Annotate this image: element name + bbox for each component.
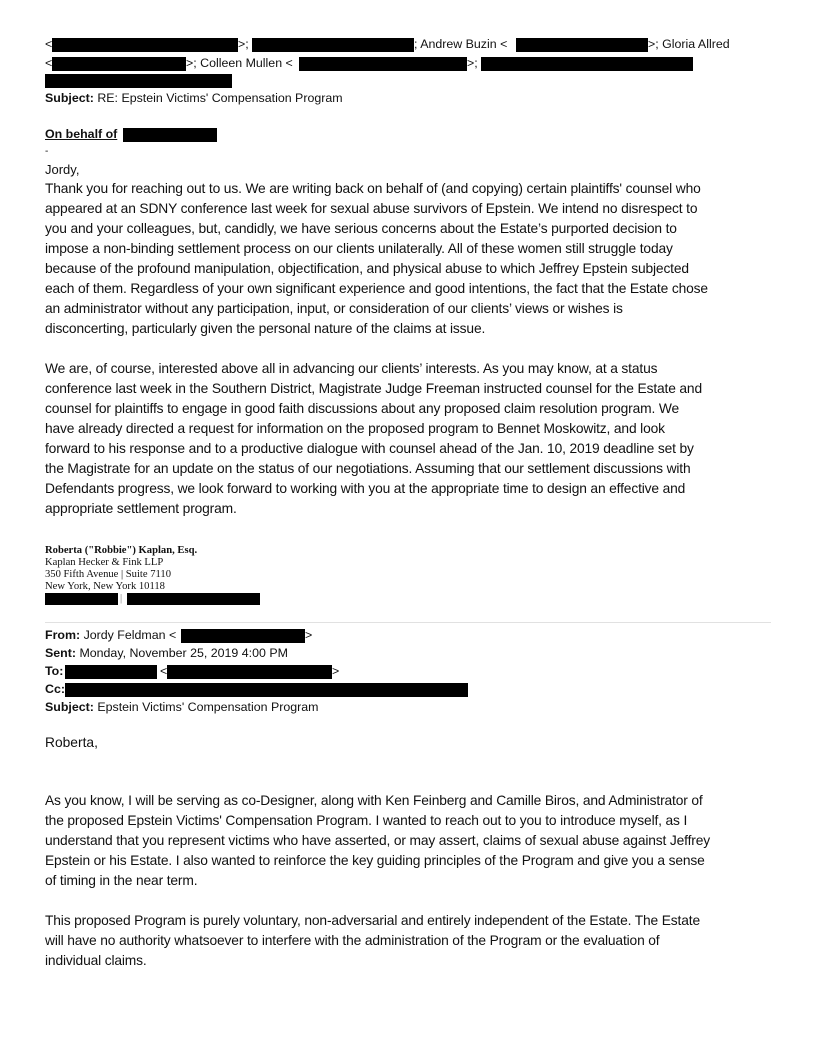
text-line: have already directed a request for information on the proposed program to Bennet Moskowitz, and look: [45, 421, 665, 436]
from-label: From:: [45, 628, 81, 642]
text-line: Thank you for reaching out to us. We are writing back on behalf of (and copying) certain plaintiffs' counsel who: [45, 181, 701, 196]
sent-label: Sent:: [45, 646, 76, 660]
recipient-colleen-mullen: >; Colleen Mullen <: [186, 56, 293, 70]
text-line: This proposed Program is purely voluntary, non-adversarial and entirely independent of the Estate. The Estate: [45, 913, 700, 928]
reply-greeting: Jordy,: [45, 162, 80, 177]
message-divider: [45, 622, 771, 623]
signature-separator: |: [120, 593, 123, 604]
text-line: conference last week in the Southern District, Magistrate Judge Freeman instructed counsel for the Estate and: [45, 381, 702, 396]
text-line: Epstein or his Estate. I also wanted to reinforce the key guiding principles of the Program and give you a sense: [45, 853, 705, 868]
angle-open: <: [45, 37, 53, 51]
text-line: because of the profound manipulation, objectification, and physical abuse to which Jeffrey Epstein subjected: [45, 261, 689, 276]
text-line: appropriate settlement program.: [45, 501, 237, 516]
signature-address-1: 350 Fifth Avenue | Suite 7110: [45, 569, 172, 580]
subject-label: Subject:: [45, 91, 94, 105]
text-line: the proposed Epstein Victims' Compensation Program. I wanted to reach out to you to introduce myself, as I: [45, 813, 688, 828]
text-line: each of them. Regardless of your own significant experience and good intentions, the fact that the Estate chose: [45, 281, 708, 296]
subject-value: RE: Epstein Victims' Compensation Program: [97, 91, 343, 105]
recipient-andrew-buzin: ; Andrew Buzin <: [414, 37, 508, 51]
text-line: disconcerting, particularly given the personal nature of the claims at issue.: [45, 321, 486, 336]
redaction-box: [181, 629, 305, 643]
to-line: [45, 664, 63, 679]
redaction-box: [52, 38, 238, 52]
from-value: Jordy Feldman <: [83, 628, 177, 642]
reply-paragraph-1: [45, 179, 775, 339]
redaction-box: [299, 57, 467, 71]
text-line: appeared at an SDNY conference last week for sexual abuse survivors of Epstein. We intend no disrespect to: [45, 201, 698, 216]
to-close: >: [332, 664, 340, 678]
text-line: Defendants progress, we look forward to working with you at the appropriate time to design an effective and: [45, 481, 686, 496]
redaction-box: [52, 57, 186, 71]
sent-value: Monday, November 25, 2019 4:00 PM: [79, 646, 288, 660]
subject-value: Epstein Victims' Compensation Program: [97, 700, 319, 714]
text-line: you and your colleagues, but, candidly, we have serious concerns about the Estate’s purported decision to: [45, 221, 677, 236]
text-line: an administrator without any participation, input, or consideration of our clients’ views or wishes is: [45, 301, 623, 316]
redaction-box: [481, 57, 693, 71]
signature-name: Roberta ("Robbie") Kaplan, Esq.: [45, 545, 198, 556]
original-greeting: Roberta,: [45, 735, 98, 750]
dash-mark: -: [45, 146, 49, 157]
reply-paragraph-2: [45, 359, 775, 519]
text-line: impose a non-binding settlement process on our clients unilaterally. All of these women still struggle today: [45, 241, 673, 256]
redaction-box: [516, 38, 648, 52]
to-open: <: [160, 664, 168, 678]
subject-label: Subject:: [45, 700, 94, 714]
text-line: forward to his response and to a productive dialogue with counsel ahead of the Jan. 10, 2019 deadline set by: [45, 441, 694, 456]
to-label: To:: [45, 664, 64, 678]
text-line: understand that you represent victims who have asserted, or may assert, claims of sexual abuse against Jeffrey: [45, 833, 710, 848]
text-line: We are, of course, interested above all in advancing our clients’ interests. As you may know, at a status: [45, 361, 658, 376]
on-behalf-label: On behalf of: [45, 127, 118, 141]
redaction-box: [127, 593, 260, 605]
text-line: will have no authority whatsoever to interfere with the administration of the Program or the evaluation of: [45, 933, 660, 948]
redaction-box: [123, 128, 217, 142]
redaction-box: [45, 593, 118, 605]
recipient-gloria-allred: >; Gloria Allred: [648, 37, 730, 51]
original-paragraph-2: [45, 911, 775, 971]
text-line: of timing in the near term.: [45, 873, 198, 888]
redaction-box: [65, 665, 157, 679]
reply-subject: [45, 91, 343, 106]
signature-firm: Kaplan Hecker & Fink LLP: [45, 557, 164, 568]
from-close: >: [305, 628, 313, 642]
original-paragraph-1: [45, 791, 775, 891]
recipient-separator: >;: [238, 37, 249, 51]
signature-address-2: New York, New York 10118: [45, 581, 165, 592]
redaction-box: [65, 683, 468, 697]
recipient-separator: >;: [467, 56, 478, 70]
text-line: As you know, I will be serving as co-Designer, along with Ken Feinberg and Camille Biros, and Administrator of: [45, 793, 703, 808]
redaction-box: [45, 74, 232, 88]
text-line: counsel for plaintiffs to engage in good faith discussions about any proposed claim resolution program. We: [45, 401, 679, 416]
text-line: individual claims.: [45, 953, 147, 968]
sent-line: [45, 646, 288, 661]
redaction-box: [252, 38, 414, 52]
from-line: [45, 628, 176, 643]
text-line: the Magistrate for an update on the status of our negotiations. Assuming that our settlement discussions with: [45, 461, 691, 476]
cc-line: [45, 682, 65, 697]
original-subject: [45, 700, 318, 715]
angle-open: <: [45, 56, 53, 70]
cc-label: Cc:: [45, 682, 65, 696]
redaction-box: [167, 665, 332, 679]
